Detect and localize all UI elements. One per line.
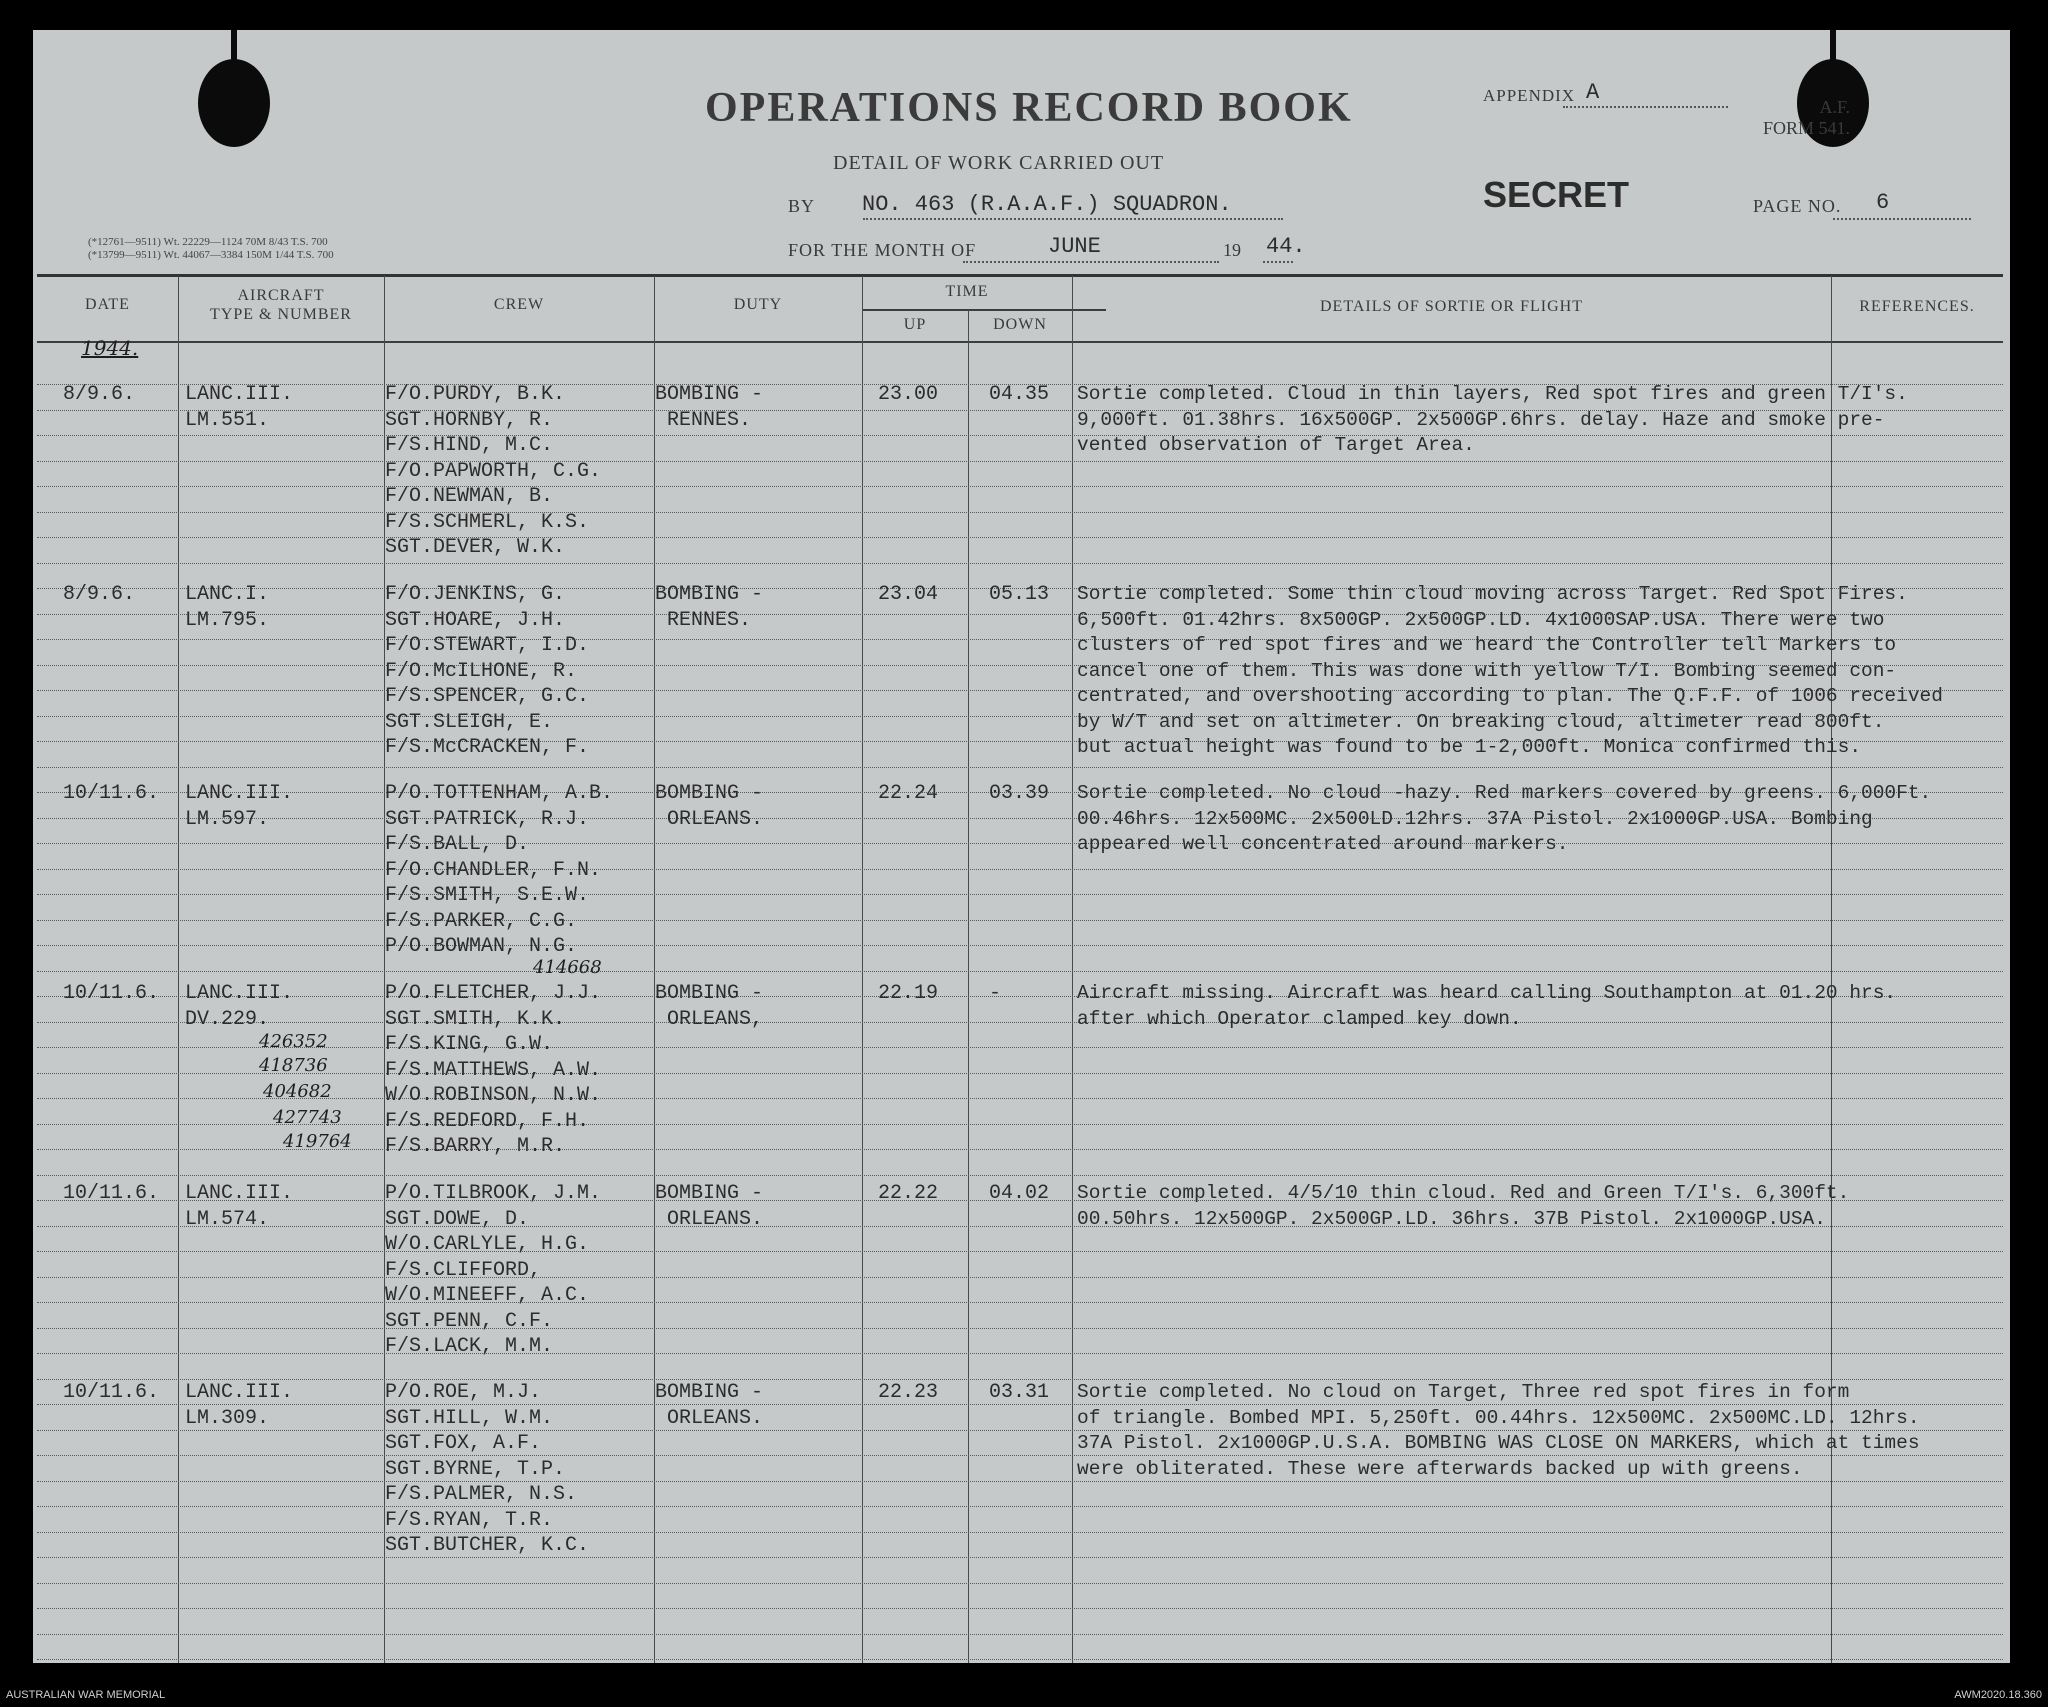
page-value: 6 <box>1876 190 1890 215</box>
handwritten-service-number: 418736 <box>259 1055 328 1076</box>
ruled-line <box>37 1353 2003 1354</box>
ruled-line <box>37 1608 2003 1609</box>
entry-down-time: - <box>989 982 1002 1005</box>
ruled-line <box>37 1506 2003 1507</box>
year-note: 1944. <box>81 336 139 360</box>
entry-up-time: 23.00 <box>878 383 939 406</box>
entry-crew: F/O.JENKINS, G. SGT.HOARE, J.H. F/O.STEWART, I.D. F/O.McILHONE, R. F/S.SPENCER, G.C. SGT.SLEIGH, E. F/S.McCRACKEN, F. <box>385 583 590 759</box>
entry-crew: P/O.TOTTENHAM, A.B. SGT.PATRICK, R.J. F/S.BALL, D. F/O.CHANDLER, F.N. F/S.SMITH, S.E.W. F/S.PARKER, C.G. P/O.BOWMAN, N.G. <box>385 782 614 958</box>
month-value: JUNE <box>1048 234 1101 259</box>
entry-aircraft: LANC.III. LM.309. <box>185 1381 294 1430</box>
entry-down-time: 04.02 <box>989 1182 1050 1205</box>
ruled-line <box>37 563 2003 564</box>
footer-reference: AWM2020.18.360 <box>1954 1689 2042 1701</box>
ruled-line <box>37 1659 2003 1660</box>
entry-duty: BOMBING - ORLEANS, <box>655 982 764 1031</box>
entry-crew: P/O.TILBROOK, J.M. SGT.DOWE, D. W/O.CARLYLE, H.G. F/S.CLIFFORD, W/O.MINEEFF, A.C. SGT.PENN, C.F. F/S.LACK, M.M. <box>385 1182 602 1358</box>
ruled-line <box>37 945 2003 946</box>
operations-table <box>33 30 2010 1663</box>
record-sheet <box>33 30 2010 1663</box>
entry-up-time: 22.22 <box>878 1182 939 1205</box>
entry-crew: F/O.PURDY, B.K. SGT.HORNBY, R. F/S.HIND, M.C. F/O.PAPWORTH, C.G. F/O.NEWMAN, B. F/S.SCHMERL, K.S. SGT.DEVER, W.K. <box>385 383 602 559</box>
ruled-line <box>37 1175 2003 1176</box>
entry-date: 10/11.6. <box>63 1182 160 1205</box>
entry-down-time: 05.13 <box>989 583 1050 606</box>
header-up: UP <box>903 316 927 333</box>
entry-up-time: 23.04 <box>878 583 939 606</box>
ruled-line <box>37 486 2003 487</box>
page-subtitle: DETAIL OF WORK CARRIED OUT <box>833 152 1165 174</box>
page-label: PAGE NO. <box>1753 196 1842 216</box>
table-top-rule <box>37 274 2003 277</box>
ruled-line <box>37 1277 2003 1278</box>
footer-source: AUSTRALIAN WAR MEMORIAL <box>6 1689 166 1701</box>
table-header-rule <box>37 341 2003 343</box>
month-label: FOR THE MONTH OF <box>788 240 977 260</box>
entry-details: Aircraft missing. Aircraft was heard calling Southampton at 01.20 hrs. after which Operator clamped key down. <box>1077 982 1897 1030</box>
entry-date: 8/9.6. <box>63 383 136 406</box>
entry-details: Sortie completed. Some thin cloud moving across Target. Red Spot Fires. 6,500ft. 01.42hrs. 8x500GP. 2x500GP.LD. 4x1000SAP.USA. There were two clusters of red spot fires and we heard the Controller tell Markers to cancel one of them. This was done with yellow T/I. Bombing seemed con- centrated, and overshooting according to plan. The Q.F.F. of 1006 received by W/T and set on altimeter. On breaking cloud, altimeter read 800ft. but actual height was found to be 1-2,000ft. Monica confirmed this. <box>1077 583 1943 758</box>
form-label-1: A.F. <box>1819 97 1851 117</box>
secret-stamp: SECRET <box>1483 174 1630 215</box>
print-line-2: (*13799—9511) Wt. 44067—3384 150M 1/44 T.S. 700 <box>88 249 334 261</box>
entry-aircraft: LANC.III. LM.597. <box>185 782 294 831</box>
entry-down-time: 03.31 <box>989 1381 1050 1404</box>
entry-up-time: 22.24 <box>878 782 939 805</box>
by-label: BY <box>788 196 816 216</box>
ruled-line <box>37 1557 2003 1558</box>
entry-date: 8/9.6. <box>63 583 136 606</box>
ruled-line <box>37 1532 2003 1533</box>
ruled-line <box>37 869 2003 870</box>
header-duty: DUTY <box>733 296 783 313</box>
form-label-2: FORM 541. <box>1763 118 1851 138</box>
entry-details: Sortie completed. Cloud in thin layers, Red spot fires and green T/I's. 9,000ft. 01.38hrs. 16x500GP. 2x500GP.6hrs. delay. Haze and smoke pre- vented observation of Target Area. <box>1077 383 1908 456</box>
header-aircraft-2: TYPE & NUMBER <box>210 306 352 323</box>
handwritten-service-number: 404682 <box>263 1081 332 1102</box>
year-value: 44. <box>1266 234 1306 259</box>
header-details: DETAILS OF SORTIE OR FLIGHT <box>1320 298 1583 315</box>
page-title: OPERATIONS RECORD BOOK <box>705 85 1353 131</box>
entry-duty: BOMBING - ORLEANS. <box>655 1182 764 1231</box>
entry-up-time: 22.23 <box>878 1381 939 1404</box>
ruled-line <box>37 1328 2003 1329</box>
header-down: DOWN <box>993 316 1047 333</box>
entry-date: 10/11.6. <box>63 1381 160 1404</box>
entry-crew: P/O.ROE, M.J. SGT.HILL, W.M. SGT.FOX, A.F. SGT.BYRNE, T.P. F/S.PALMER, N.S. F/S.RYAN, T.R. SGT.BUTCHER, K.C. <box>385 1381 590 1557</box>
ruled-line <box>37 767 2003 768</box>
entry-duty: BOMBING - ORLEANS. <box>655 1381 764 1430</box>
entry-aircraft: LANC.III. LM.551. <box>185 383 294 432</box>
appendix-value: A <box>1586 80 1600 105</box>
header-aircraft <box>178 286 384 324</box>
squadron-value: NO. 463 (R.A.A.F.) SQUADRON. <box>862 192 1232 217</box>
entry-aircraft: LANC.III. DV.229. <box>185 982 294 1031</box>
header-time: TIME <box>945 283 989 300</box>
entry-details: Sortie completed. No cloud on Target, Three red spot fires in form of triangle. Bombed MPI. 5,250ft. 00.44hrs. 12x500MC. 2x500MC.LD. 12hrs. 37A Pistol. 2x1000GP.U.S.A. BOMBING WAS CLOSE ON MARKERS, which at times were obliterated. These were afterwards backed up with greens. <box>1077 1381 1920 1480</box>
ruled-line <box>37 920 2003 921</box>
entry-date: 10/11.6. <box>63 782 160 805</box>
ruled-line <box>37 1583 2003 1584</box>
print-line-1: (*12761—9511) Wt. 22229—1124 70M 8/43 T.S. 700 <box>88 236 328 248</box>
entry-duty: BOMBING - RENNES. <box>655 383 764 432</box>
header-date: DATE <box>85 296 130 313</box>
entry-down-time: 04.35 <box>989 383 1050 406</box>
ruled-line <box>37 537 2003 538</box>
ruled-line <box>37 461 2003 462</box>
appendix-label: APPENDIX <box>1483 86 1576 105</box>
handwritten-service-number: 427743 <box>273 1107 342 1128</box>
ruled-line <box>37 894 2003 895</box>
handwritten-service-number: 414668 <box>533 957 602 978</box>
entry-aircraft: LANC.III. LM.574. <box>185 1182 294 1231</box>
header-aircraft-1: AIRCRAFT <box>237 287 325 304</box>
entry-aircraft: LANC.I. LM.795. <box>185 583 270 632</box>
ruled-line <box>37 512 2003 513</box>
handwritten-service-number: 419764 <box>283 1131 352 1152</box>
header-crew: CREW <box>493 296 545 313</box>
entry-down-time: 03.39 <box>989 782 1050 805</box>
header-references: REFERENCES. <box>1859 298 1975 315</box>
ruled-line <box>37 1251 2003 1252</box>
entry-details: Sortie completed. No cloud -hazy. Red markers covered by greens. 6,000Ft. 00.46hrs. 12x500MC. 2x500LD.12hrs. 37A Pistol. 2x1000GP.USA. Bombing appeared well concentrated around markers. <box>1077 782 1932 855</box>
handwritten-service-number: 426352 <box>259 1031 328 1052</box>
ruled-line <box>37 1302 2003 1303</box>
entry-details: Sortie completed. 4/5/10 thin cloud. Red and Green T/I's. 6,300ft. 00.50hrs. 12x500GP. 2x500GP.LD. 36hrs. 37B Pistol. 2x1000GP.USA. <box>1077 1182 1850 1230</box>
entry-date: 10/11.6. <box>63 982 160 1005</box>
entry-duty: BOMBING - ORLEANS. <box>655 782 764 831</box>
ruled-line <box>37 1634 2003 1635</box>
entry-duty: BOMBING - RENNES. <box>655 583 764 632</box>
ruled-line <box>37 1073 2003 1074</box>
ruled-line <box>37 1047 2003 1048</box>
year-prefix: 19 <box>1223 240 1241 260</box>
entry-up-time: 22.19 <box>878 982 939 1005</box>
time-header-rule <box>862 309 1106 311</box>
entry-crew: P/O.FLETCHER, J.J. SGT.SMITH, K.K. F/S.KING, G.W. F/S.MATTHEWS, A.W. W/O.ROBINSON, N.W. F/S.REDFORD, F.H. F/S.BARRY, M.R. <box>385 982 602 1158</box>
ruled-line <box>37 971 2003 972</box>
